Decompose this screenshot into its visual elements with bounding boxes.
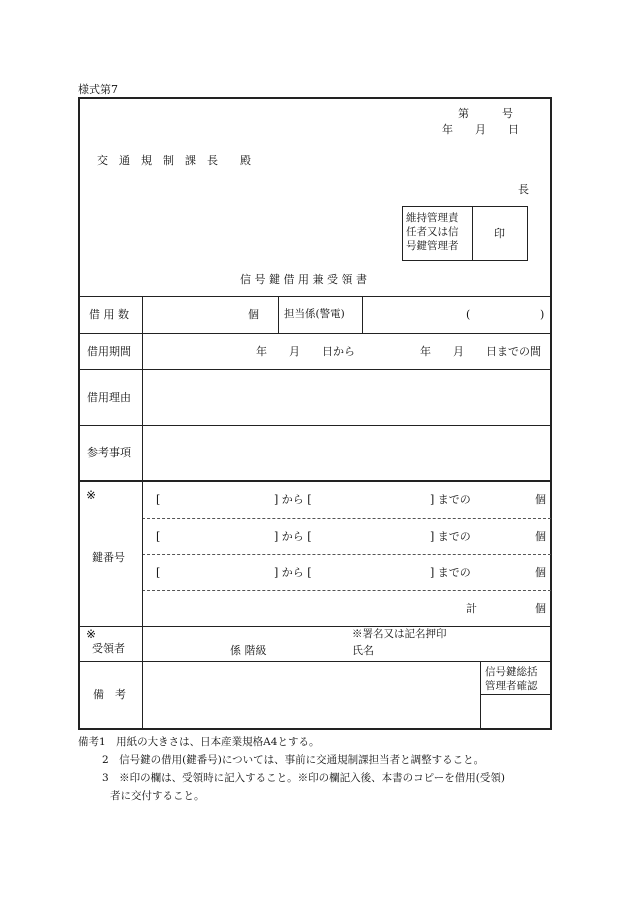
period-to: 年 月 日までの間 — [420, 345, 541, 358]
keys-total-label: 計 — [466, 602, 477, 615]
addressee: 交 通 規 制 課 長 殿 — [97, 154, 251, 167]
footnote-1: 備考1 用紙の大きさは、日本産業規格A4とする。 — [78, 736, 320, 748]
keys-mark: ※ — [86, 488, 97, 502]
recipient-rank: 係 階級 — [230, 644, 267, 657]
period-label: 借用期間 — [87, 345, 131, 358]
signature-note: ※署名又は記名押印 — [352, 628, 447, 640]
remarks-label: 備 考 — [93, 688, 126, 701]
quantity-unit: 個 — [248, 308, 259, 321]
document-number: 第 号 — [458, 107, 513, 120]
footnote-2: 2 信号鍵の借用(鍵番号)については、事前に交通規制課担当者と調整すること。 — [102, 754, 485, 766]
form-frame — [78, 97, 552, 730]
footnote-3: 3 ※印の欄は、受領時に記入すること。※印の欄記入後、本書のコピーを借用(受領) — [102, 772, 505, 784]
recipient-name-label: 氏名 — [352, 644, 374, 657]
keys-total-unit: 個 — [535, 602, 546, 615]
document-date: 年 月 日 — [442, 123, 519, 136]
contact-paren-open: ( — [466, 308, 471, 321]
recipient-mark: ※ — [86, 627, 97, 641]
form-id: 様式第7 — [78, 83, 118, 96]
period-from: 年 月 日から — [256, 345, 355, 358]
footnote-3-cont: 者に交付すること。 — [110, 790, 205, 802]
reason-label: 借用理由 — [87, 391, 131, 404]
recipient-label: 受領者 — [92, 642, 125, 655]
contact-label: 担当係(警電) — [284, 308, 345, 320]
confirm-label: 信号鍵総括 管理者確認 — [485, 666, 538, 692]
document-title: 信 号 鍵 借 用 兼 受 領 書 — [240, 273, 367, 286]
seal-mark: 印 — [494, 227, 505, 240]
sender-title: 長 — [518, 183, 529, 196]
keys-label: 鍵番号 — [92, 551, 125, 564]
seal-label: 維持管理責 任者又は信 号鍵管理者 — [406, 212, 459, 253]
quantity-label: 借 用 数 — [89, 308, 129, 321]
reference-label: 参考事項 — [87, 446, 131, 459]
contact-paren-close: ) — [540, 308, 545, 321]
